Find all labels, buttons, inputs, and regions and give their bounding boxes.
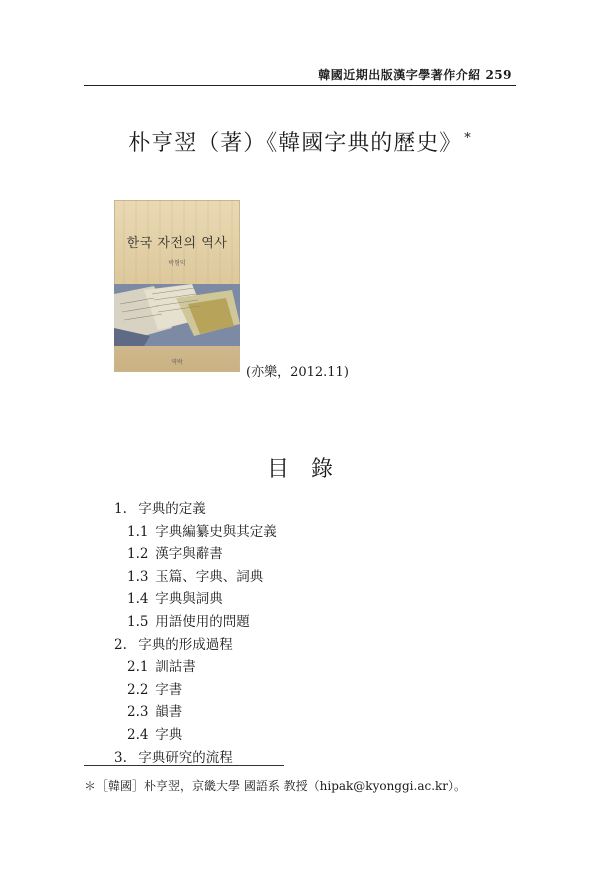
toc-item-number: 2.1: [127, 659, 149, 676]
toc-item-label: 字書: [155, 681, 183, 698]
toc-item-number: 2.4: [127, 726, 149, 743]
toc-item-label: 字典與詞典: [155, 591, 223, 608]
table-of-contents: [114, 498, 277, 769]
toc-item-label: 用語使用的問題: [155, 613, 250, 630]
cover-publisher: 역락: [171, 359, 183, 366]
toc-item: [114, 634, 277, 657]
toc-subitem: [114, 566, 277, 589]
toc-subitem: [114, 521, 277, 544]
toc-subitem: [114, 543, 277, 566]
toc-subitem: [114, 724, 277, 747]
toc-item-label: 字典的形成過程: [138, 636, 233, 653]
toc-subitem: [114, 656, 277, 679]
toc-item-number: 2.: [114, 636, 127, 653]
toc-item-number: 1.5: [127, 613, 149, 630]
footnote: ＊［韓國］朴亨翌，京畿大學 國語系 教授（hipak@kyonggi.ac.kr）。: [84, 779, 467, 793]
footnote-marker: *: [464, 130, 472, 146]
article-title-text: 朴亨翌（著）《韓國字典的歷史》: [128, 131, 463, 156]
toc-item-label: 字典的定義: [138, 501, 206, 517]
toc-heading: 目錄: [266, 457, 355, 482]
article-title: [0, 126, 600, 157]
book-cover-image: [114, 200, 240, 372]
toc-subitem: [114, 611, 277, 634]
toc-item-label: 字典編纂史與其定義: [155, 523, 277, 540]
toc-subitem: [114, 679, 277, 702]
footnote-rule: [84, 765, 284, 766]
toc-item-number: 1.3: [127, 568, 149, 585]
toc-item-number: 1.2: [127, 546, 149, 563]
toc-item: [114, 498, 277, 521]
toc-item-number: 2.2: [127, 681, 149, 698]
cover-books-illustration: [114, 284, 240, 346]
toc-item-number: 2.3: [127, 704, 149, 721]
running-header: 韓國近期出版漢字學著作介紹 259: [318, 68, 512, 82]
toc-item-label: 玉篇、字典、詞典: [155, 568, 264, 585]
toc-item-number: 1.: [114, 501, 127, 517]
cover-author: 박형익: [168, 260, 186, 267]
toc-subitem: [114, 701, 277, 724]
toc-item-label: 漢字與辭書: [155, 546, 223, 563]
toc-subitem: [114, 588, 277, 611]
cover-title: 한국 자전의 역사: [126, 236, 228, 251]
toc-item-label: 韻書: [155, 704, 183, 721]
toc-item-number: 1.1: [127, 523, 149, 540]
publication-info: (亦樂，2012.11): [246, 365, 349, 380]
toc-item-number: 3.: [114, 749, 127, 766]
header-rule: [84, 85, 516, 86]
toc-item-label: 字典: [155, 726, 183, 743]
toc-item-label: 字典研究的流程: [138, 749, 233, 766]
toc-item-number: 1.4: [127, 591, 149, 608]
toc-item-label: 訓詁書: [155, 659, 196, 676]
